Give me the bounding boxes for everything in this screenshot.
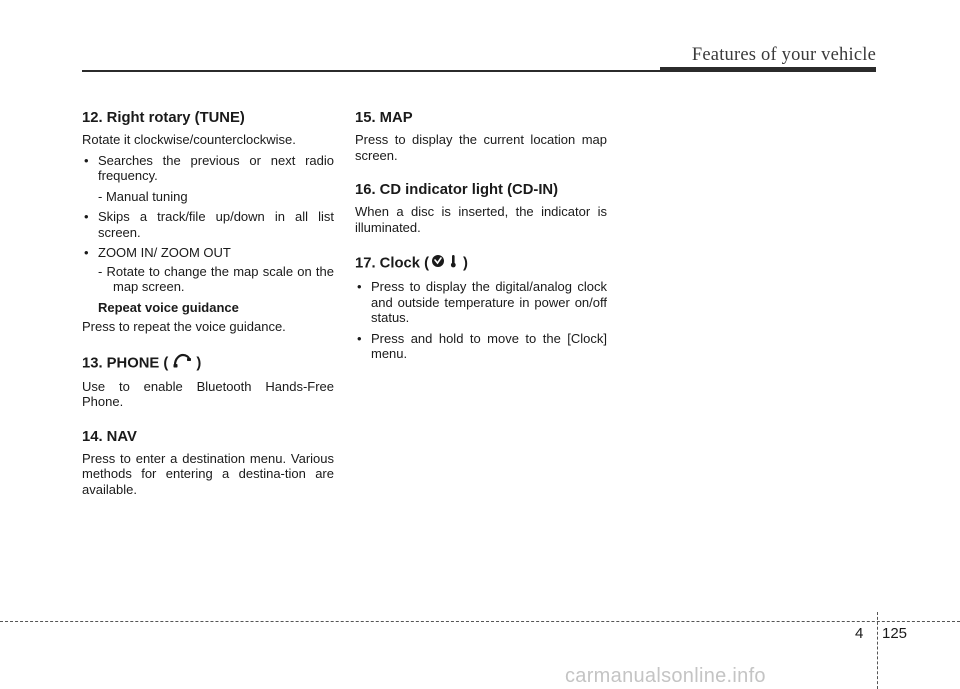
- heading-prefix: 13. PHONE (: [82, 354, 169, 371]
- heading-prefix: 17. Clock (: [355, 255, 430, 272]
- bullet-dot: •: [357, 279, 362, 294]
- section-16-text: When a disc is inserted, the indicator is illuminated.: [355, 204, 607, 235]
- section-17-bullet-2: [355, 331, 607, 362]
- bullet-dot: •: [84, 152, 89, 168]
- section-15-text: Press to display the current location map screen.: [355, 132, 607, 163]
- bullet-text: Searches the previous or next radio frequency.: [98, 152, 334, 183]
- section-14-heading: 14. NAV: [82, 428, 137, 445]
- section-17-bullet-1: [355, 279, 607, 326]
- left-column: [82, 109, 334, 502]
- bullet-text: Press to display the digital/analog clock and outside temperature in power on/off status.: [371, 279, 607, 325]
- section-12-bullet-3: [82, 245, 334, 261]
- phone-handset-icon: [172, 353, 192, 374]
- chapter-number: 4: [855, 625, 864, 642]
- watermark: carmanualsonline.info: [565, 665, 766, 687]
- section-12-bullet-3-sub: - Rotate to change the map scale on the map screen.: [98, 263, 334, 294]
- bullet-text: Skips a track/file up/down in all list screen.: [98, 209, 334, 240]
- footer-dashed-rule: [0, 621, 960, 622]
- footer-divider: [877, 612, 878, 689]
- section-13-heading: [82, 353, 334, 374]
- section-12-bullet-1-sub: - Manual tuning: [98, 188, 188, 204]
- right-column: [355, 109, 607, 367]
- section-15-heading: 15. MAP: [355, 110, 413, 126]
- section-12-bullet-2: [82, 209, 334, 240]
- bullet-dot: •: [84, 209, 89, 224]
- section-13-text: Use to enable Bluetooth Hands-Free Phone.: [82, 378, 334, 409]
- section-17-heading: [355, 253, 607, 274]
- section-12-outro: Press to repeat the voice guidance.: [82, 319, 286, 334]
- bullet-text: Press and hold to move to the [Clock] menu.: [371, 330, 607, 361]
- heading-suffix: ): [463, 255, 468, 272]
- section-12-bullet-1: [82, 153, 334, 184]
- section-14-text: Press to enter a destination menu. Various methods for entering a destina-tion are available.: [82, 450, 334, 497]
- page-number: 125: [882, 625, 908, 642]
- section-12-bold-label: Repeat voice guidance: [98, 299, 239, 315]
- section-12-intro: Rotate it clockwise/counterclockwise.: [82, 132, 296, 147]
- header-rule: [82, 70, 660, 72]
- clock-thermometer-icon: [431, 253, 461, 274]
- heading-suffix: ): [196, 354, 202, 371]
- section-16-heading: 16. CD indicator light (CD-IN): [355, 182, 559, 198]
- section-12-heading: 12. Right rotary (TUNE): [82, 110, 245, 126]
- header-title: Features of your vehicle: [691, 45, 876, 65]
- header-accent-bar: [660, 67, 876, 72]
- bullet-text: ZOOM IN/ ZOOM OUT: [98, 245, 231, 260]
- bullet-dot: •: [357, 330, 362, 346]
- bullet-dot: •: [84, 245, 89, 260]
